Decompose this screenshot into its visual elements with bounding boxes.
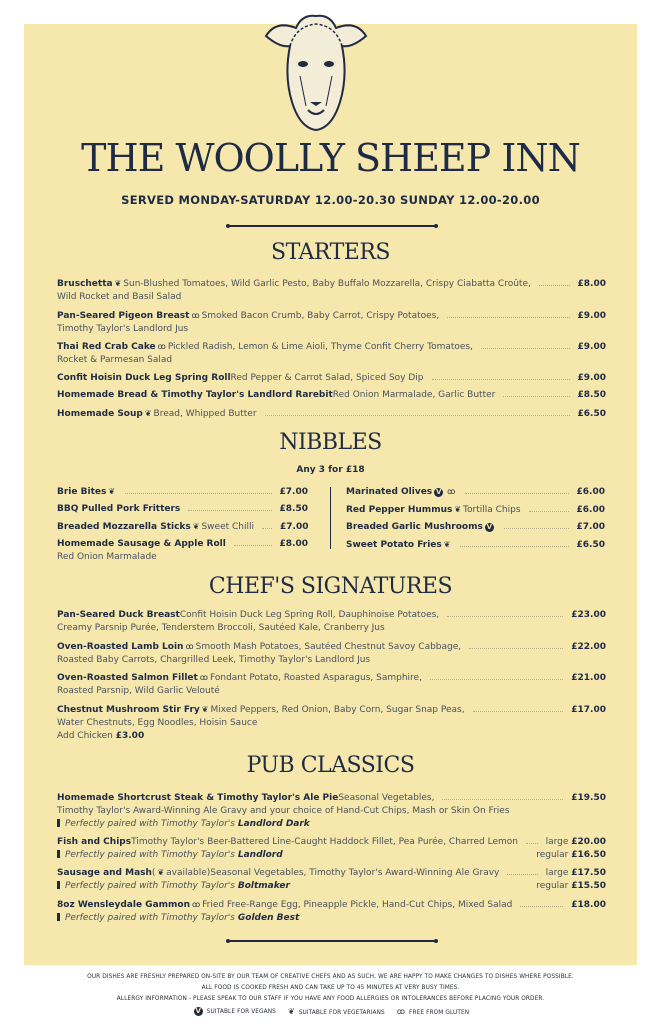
vegetarian-icon: ❦ — [287, 1007, 295, 1016]
beer-glass-icon — [57, 881, 60, 889]
beer-pairing — [57, 849, 283, 862]
menu-item — [57, 407, 606, 421]
size-label: large — [545, 868, 569, 878]
item-price: £21.00 — [571, 673, 606, 683]
item-price: £19.50 — [571, 793, 606, 803]
beer-glass-icon — [57, 913, 60, 921]
dot-leader — [507, 874, 537, 875]
size-label: large — [545, 836, 569, 847]
pairing-beer: Golden Best — [237, 912, 300, 923]
pairing-prefix: Perfectly paired with Timothy Taylor's — [65, 912, 235, 923]
dot-leader — [442, 799, 563, 800]
vegetarian-icon: ❦ — [114, 279, 122, 288]
addon-price: £3.00 — [115, 730, 145, 741]
dietary-legend — [0, 1007, 661, 1016]
menu-item — [57, 836, 606, 862]
section-heading-nibbles: NIBBLES — [279, 430, 382, 455]
dot-leader — [469, 648, 563, 649]
addon-label: Add Chicken — [57, 730, 113, 741]
footer-note-1: OUR DISHES ARE FRESHLY PREPARED ON-SITE BY OUR TEAM OF CREATIVE CHEFS AND AS SUCH, WE ARE HAPPY TO MAKE CHANGES TO DISHES WHERE POSSIBLE. — [87, 974, 574, 980]
section-heading-classics: PUB CLASSICS — [246, 753, 415, 778]
item-name: Brie Bites — [57, 487, 107, 497]
vegan-icon: V — [486, 523, 493, 531]
serving-hours: SERVED MONDAY-SATURDAY 12.00-20.30 SUNDAY 12.00-20.00 — [121, 193, 540, 207]
dot-leader — [529, 511, 569, 512]
item-description: Sweet Chilli — [201, 522, 254, 532]
menu-item — [57, 372, 606, 385]
item-name: Oven-Roasted Lamb Loin — [57, 641, 184, 652]
item-name: Sausage and Mash — [57, 868, 152, 878]
dot-leader — [460, 546, 568, 547]
item-name: Pan-Seared Duck Breast — [57, 610, 180, 620]
item-price: £8.00 — [577, 279, 606, 289]
item-description-cont: Rocket & Parmesan Salad — [57, 355, 173, 365]
size-label: regular — [536, 849, 569, 860]
dot-leader — [262, 528, 272, 529]
item-description: Mixed Peppers, Red Onion, Baby Corn, Sugar Snap Peas, — [210, 704, 465, 715]
item-description-cont: Roasted Parsnip, Wild Garlic Velouté — [57, 686, 220, 696]
item-description: Timothy Taylor's Beer-Battered Line-Caught Haddock Fillet, Pea Purée, Charred Lemon — [131, 836, 518, 847]
starters-list — [57, 277, 606, 425]
signatures-list — [57, 609, 606, 747]
item-price-regular: £16.50 — [571, 849, 606, 860]
item-description: Bread, Whipped Butter — [153, 408, 257, 419]
dot-leader — [125, 493, 271, 494]
nibble-item — [57, 520, 308, 534]
column-divider — [330, 487, 331, 549]
item-description-cont: Creamy Parsnip Purée, Tenderstem Broccoli, Sautéed Kale, Cranberry Jus — [57, 623, 385, 633]
beer-pairing — [57, 818, 310, 831]
dot-leader — [481, 348, 570, 349]
item-price: £17.50 — [571, 868, 606, 878]
dot-leader — [447, 317, 569, 318]
nibble-item — [57, 538, 308, 564]
menu-item — [57, 340, 606, 367]
item-description-cont: Red Onion Marmalade — [57, 552, 157, 562]
item-name: Breaded Garlic Mushrooms — [346, 522, 483, 532]
pairing-beer: Boltmaker — [237, 881, 290, 891]
dot-leader — [526, 843, 538, 844]
divider-rule-bottom — [228, 940, 436, 942]
item-price: £9.00 — [577, 342, 606, 352]
item-description: Seasonal Vegetables, — [338, 793, 435, 803]
gluten-free-icon: ꝏ — [192, 899, 201, 909]
dot-leader — [520, 906, 563, 907]
item-price: £9.00 — [577, 372, 606, 383]
item-price: £7.00 — [280, 522, 309, 532]
dot-leader — [188, 510, 271, 511]
section-heading-signatures: CHEF'S SIGNATURES — [208, 574, 453, 599]
item-description: Fried Free-Range Egg, Pineapple Pickle, Hand-Cut Chips, Mixed Salad — [202, 899, 513, 910]
menu-item — [57, 866, 606, 893]
sheep-head-logo — [256, 6, 376, 134]
item-name: Homemade Bread & Timothy Taylor's Landlord Rarebit — [57, 390, 333, 400]
vegetarian-icon: ❦ — [201, 704, 209, 714]
item-description: Red Onion Marmalade, Garlic Butter — [332, 390, 496, 400]
footer-note-2: ALL FOOD IS COOKED FRESH AND CAN TAKE UP TO 45 MINUTES AT VERY BUSY TIMES. — [201, 985, 460, 991]
nibble-item — [346, 538, 605, 552]
item-description-cont: Water Chestnuts, Egg Noodles, Hoisin Sauce — [57, 717, 258, 728]
menu-item — [57, 792, 606, 831]
dot-leader — [265, 415, 570, 416]
item-name: Fish and Chips — [57, 836, 132, 847]
menu-item — [57, 609, 606, 635]
legend-vegetarian: SUITABLE FOR VEGETARIANS — [298, 1010, 385, 1016]
beer-pairing — [57, 880, 290, 893]
vegan-icon: V — [435, 488, 442, 496]
item-name: Homemade Soup — [57, 408, 143, 419]
vegetarian-icon: ❦ — [144, 408, 152, 418]
item-name: Pan-Seared Pigeon Breast — [57, 310, 190, 321]
nibbles-left-column — [57, 485, 308, 568]
item-price: £7.00 — [576, 522, 605, 532]
item-addon — [57, 730, 606, 743]
item-price-regular: £15.50 — [571, 881, 606, 891]
item-name: Red Pepper Hummus — [346, 505, 453, 515]
item-price: £9.00 — [577, 310, 606, 321]
nibble-item — [346, 485, 605, 499]
nibble-item — [57, 503, 308, 516]
item-description: Red Pepper & Carrot Salad, Spiced Soy Dip — [230, 372, 424, 383]
item-name: Sweet Potato Fries — [346, 540, 442, 550]
item-description: Pickled Radish, Lemon & Lime Aioli, Thyme Confit Cherry Tomatoes, — [167, 342, 473, 352]
item-name: Homemade Shortcrust Steak & Timothy Taylor's Ale Pie — [57, 793, 339, 803]
item-price: £22.00 — [571, 641, 606, 652]
nibble-item — [346, 521, 605, 534]
gluten-free-icon: ꝏ — [447, 487, 456, 496]
item-description: Smoked Bacon Crumb, Baby Carrot, Crispy Potatoes, — [201, 310, 440, 321]
item-description-cont: Wild Rocket and Basil Salad — [57, 292, 182, 302]
gluten-free-icon: ꝏ — [157, 342, 166, 351]
item-price: £6.00 — [576, 487, 605, 497]
pairing-beer: Landlord — [237, 849, 283, 860]
pairing-beer: Landlord Dark — [237, 819, 310, 829]
restaurant-title: THE WOOLLY SHEEP INN — [81, 136, 580, 180]
item-price: £17.00 — [571, 704, 606, 715]
nibble-item — [57, 485, 308, 499]
item-name: 8oz Wensleydale Gammon — [57, 899, 190, 910]
item-price: £6.50 — [577, 408, 606, 419]
vegetarian-icon: ❦ — [192, 522, 200, 531]
item-description: Tortilla Chips — [463, 505, 521, 515]
vegetarian-icon: ❦ — [108, 487, 116, 496]
vegetarian-icon: ❦ — [157, 868, 165, 877]
nibble-item — [346, 503, 605, 517]
item-price: £8.50 — [279, 504, 308, 514]
item-description: Sun-Blushed Tomatoes, Wild Garlic Pesto, Baby Buffalo Mozzarella, Crispy Ciabatta Croûte, — [123, 279, 531, 289]
beer-pairing — [57, 912, 299, 925]
nibbles-right-column — [346, 485, 605, 556]
legend-gluten-free: FREE FROM GLUTEN — [409, 1010, 470, 1016]
menu-item — [57, 671, 606, 698]
item-price: £18.00 — [571, 899, 606, 910]
pairing-prefix: Perfectly paired with Timothy Taylor's — [65, 881, 235, 891]
dot-leader — [234, 545, 272, 546]
dot-leader — [473, 711, 564, 712]
item-name: Confit Hoisin Duck Leg Spring Roll — [57, 372, 231, 383]
dot-leader — [465, 493, 568, 494]
vegetarian-icon: ❦ — [443, 540, 451, 549]
dot-leader — [447, 616, 563, 617]
dot-leader — [432, 379, 570, 380]
item-description: Fondant Potato, Roasted Asparagus, Samphire, — [210, 673, 422, 683]
note-available: available) — [166, 868, 211, 878]
menu-item — [57, 309, 606, 336]
gluten-free-icon: ꝏ — [396, 1007, 406, 1016]
menu-item — [57, 898, 606, 925]
item-name: BBQ Pulled Pork Fritters — [57, 504, 181, 514]
item-description: Smooth Mash Potatoes, Sautéed Chestnut Savoy Cabbage, — [195, 641, 462, 652]
item-price: £6.50 — [576, 540, 605, 550]
item-price: £8.00 — [279, 539, 308, 549]
dot-leader — [504, 528, 569, 529]
item-name: Oven-Roasted Salmon Fillet — [57, 673, 198, 683]
nibbles-offer: Any 3 for £18 — [296, 465, 365, 475]
item-description-cont: Timothy Taylor's Award-Winning Ale Gravy and your choice of Hand-Cut Chips, Mash or Skin On Fries — [57, 806, 510, 816]
item-name: Homemade Sausage & Apple Roll — [57, 539, 226, 549]
vegan-icon: V — [195, 1007, 202, 1015]
item-name: Bruschetta — [57, 279, 113, 289]
item-description-cont: Timothy Taylor's Landlord Jus — [57, 323, 189, 334]
menu-item — [57, 277, 606, 304]
gluten-free-icon: ꝏ — [185, 641, 194, 651]
item-description: Seasonal Vegetables, Timothy Taylor's Award-Winning Ale Gravy — [210, 868, 500, 878]
item-description: Confit Hoisin Duck Leg Spring Roll, Dauphinoise Potatoes, — [179, 610, 440, 620]
size-label: regular — [536, 881, 569, 891]
item-name: Marinated Olives — [346, 487, 433, 497]
item-name: Breaded Mozzarella Sticks — [57, 522, 191, 532]
pairing-prefix: Perfectly paired with Timothy Taylor's — [65, 819, 235, 829]
dot-leader — [503, 396, 569, 397]
item-name: Chestnut Mushroom Stir Fry — [57, 704, 200, 715]
item-price: £8.50 — [577, 390, 606, 400]
vegetarian-icon: ❦ — [454, 505, 462, 514]
gluten-free-icon: ꝏ — [199, 673, 208, 682]
note-open: ( — [151, 868, 156, 878]
pairing-prefix: Perfectly paired with Timothy Taylor's — [65, 849, 235, 860]
item-price: £20.00 — [571, 836, 606, 847]
item-price: £23.00 — [571, 610, 606, 620]
menu-item — [57, 389, 606, 402]
legend-vegan: SUITABLE FOR VEGANS — [206, 1009, 276, 1015]
classics-list — [57, 792, 606, 929]
item-description-cont: Roasted Baby Carrots, Chargrilled Leek, Timothy Taylor's Landlord Jus — [57, 654, 371, 665]
beer-glass-icon — [57, 819, 60, 827]
section-heading-starters: STARTERS — [271, 240, 390, 265]
footer-allergy: ALLERGY INFORMATION - PLEASE SPEAK TO OUR STAFF IF YOU HAVE ANY FOOD ALLERGIES OR INTOLERANCES BEFORE PLACING YOUR ORDER. — [116, 996, 545, 1002]
item-price: £6.00 — [576, 505, 605, 515]
menu-item — [57, 640, 606, 667]
dot-leader — [430, 679, 563, 680]
item-price: £7.00 — [279, 487, 308, 497]
item-name: Thai Red Crab Cake — [57, 342, 156, 352]
dot-leader — [539, 285, 570, 286]
beer-glass-icon — [57, 850, 60, 858]
menu-item — [57, 703, 606, 743]
gluten-free-icon: ꝏ — [191, 310, 200, 320]
divider-rule — [228, 225, 436, 227]
